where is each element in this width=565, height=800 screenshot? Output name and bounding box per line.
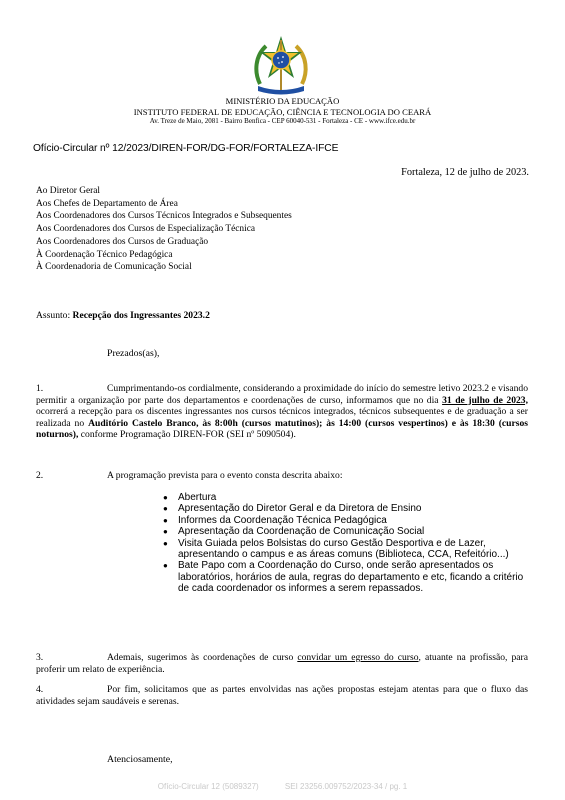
paragraph-text: Cumprimentando-os cordialmente, considerando a proximidade do início do semestre letivo 2023.2 e visando permitir a organização por parte dos departamentos e coordenações de curso, informamos que no dia [36,383,528,406]
paragraph-text: A programação prevista para o evento consta descrita abaixo: [107,470,343,481]
program-item: ● Visita Guiada pelos Bolsistas do curso Gestão Desportiva e de Lazer, apresentando o campus e as áreas comuns (Biblioteca, CCA, Refeitório...) [163,538,533,561]
institution-header [0,96,565,126]
footer-document-id: Ofício-Circular 12 (5089327) [157,782,259,791]
brasao-republica-icon [252,34,310,96]
paragraph-text: Ademais, sugerimos às coordenações de curso [107,652,298,663]
program-item: ● Bate Papo com a Coordenação do Curso, onde serão apresentados os laboratórios, horários de aula, regras do departamento e etc, ficando a critério de cada coordenador os informes a serem repassados. [163,560,533,594]
date-line: Fortaleza, 12 de julho de 2023. [401,167,529,178]
paragraph-2 [36,470,528,482]
program-item: ● Apresentação do Diretor Geral e da Diretora de Ensino [163,503,533,514]
address-line: Av. Treze de Maio, 2081 - Bairro Benfica - CEP 60040-531 - Fortaleza - CE - www.ifce.edu.br [149,117,416,125]
subject-line [36,310,210,321]
paragraph-number: 3. [36,652,44,663]
paragraph-number: 2. [36,470,44,481]
event-date: 31 de julho de 2023, [442,394,528,406]
underlined-text: convidar um egresso do curso [297,652,419,663]
recipient-item: À Coordenação Técnico Pedagógica [36,249,173,260]
ministry-line: MINISTÉRIO DA EDUCAÇÃO [225,96,340,106]
paragraph-number: 4. [36,684,44,695]
recipient-item: Aos Chefes de Departamento de Área [36,198,178,209]
program-item: ● Apresentação da Coordenação de Comunicação Social [163,526,533,537]
subject-text: Recepção dos Ingressantes 2023.2 [72,310,210,321]
paragraph-text: conforme Programação DIREN-FOR (SEI nº 5090504). [78,429,296,440]
paragraph-text: , atuante na profissão, para proferir um relato de experiência. [36,652,528,675]
recipient-item: Aos Coordenadores dos Cursos Técnicos Integrados e Subsequentes [36,211,292,222]
page-footer [0,782,565,791]
paragraph-1 [36,383,528,441]
recipient-item: Aos Coordenadores dos Cursos de Graduação [36,236,209,247]
program-item: ● Informes da Coordenação Técnica Pedagógica [163,515,533,526]
salutation: Prezados(as), [107,348,160,359]
program-item: ● Abertura [163,492,533,503]
subject-label: Assunto: [36,310,71,321]
footer-process-page: SEI 23256.009752/2023-34 / pg. 1 [284,782,408,791]
paragraph-text: ocorrerá a recepção para os discentes ingressantes nos cursos técnicos integrados, técnicos subsequentes e de graduação a ser realizada no [36,406,528,429]
recipient-item: Aos Coordenadores dos Cursos de Especialização Técnica [36,224,256,235]
document-reference: Ofício-Circular nº 12/2023/DIREN-FOR/DG-FOR/FORTALEZA-IFCE [33,143,339,154]
institute-line: INSTITUTO FEDERAL DE EDUCAÇÃO, CIÊNCIA E TECNOLOGIA DO CEARÁ [133,106,432,117]
event-location-times: Auditório Castelo Branco, às 8:00h (cursos matutinos); às 14:00 (cursos vespertinos) e às 18:30 (cursos noturnos), [36,417,528,440]
recipient-item: Ao Diretor Geral [36,186,101,196]
paragraph-3 [36,652,528,675]
closing: Atenciosamente, [107,754,173,765]
paragraph-number: 1. [36,383,44,394]
recipients-list [36,185,292,274]
recipient-item: À Coordenadoria de Comunicação Social [36,262,192,273]
paragraph-text: Por fim, solicitamos que as partes envolvidas nas ações propostas estejam atentas para que o fluxo das atividades sejam saudáveis e serenas. [36,684,528,707]
program-list [163,492,533,595]
paragraph-4 [36,684,528,707]
